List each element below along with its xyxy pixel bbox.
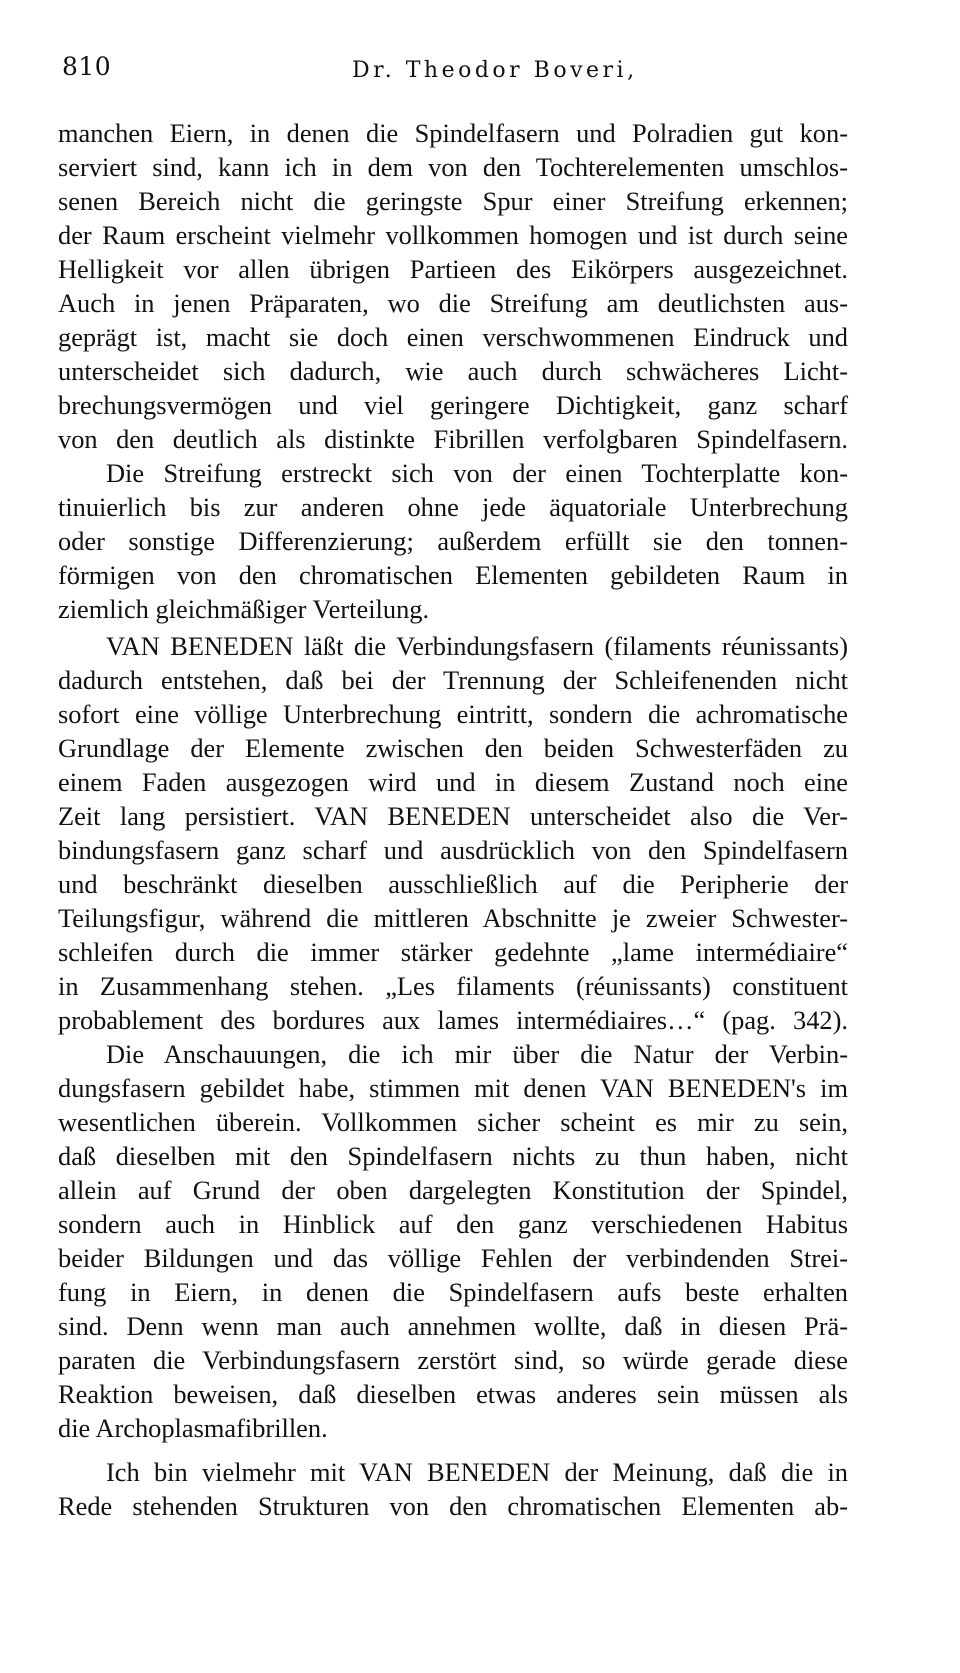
text-line: Teilungsfigur, während die mittleren Abschnitte je zweier Schwester- xyxy=(58,903,848,933)
text-line: Die Anschauungen, die ich mir über die Natur der Verbin- xyxy=(106,1039,848,1069)
text-line: in Zusammenhang stehen. „Les filaments (réunissants) constituent xyxy=(58,971,848,1001)
text-line: Helligkeit vor allen übrigen Partieen des Eikörpers ausgezeichnet. xyxy=(58,254,848,284)
text-line: Reaktion beweisen, daß dieselben etwas anderes sein müssen als xyxy=(58,1379,848,1409)
text-line: sondern auch in Hinblick auf den ganz verschiedenen Habitus xyxy=(58,1209,848,1239)
text-line: Die Streifung erstreckt sich von der einen Tochterplatte kon- xyxy=(106,458,848,488)
running-head: Dr. Theodor Boveri, xyxy=(352,58,638,83)
text-line: serviert sind, kann ich in dem von den Tochterelementen umschlos- xyxy=(58,152,848,182)
page-header xyxy=(62,52,882,92)
text-line: von den deutlich als distinkte Fibrillen verfolgbaren Spindelfasern. xyxy=(58,424,848,454)
text-line: unterscheidet sich dadurch, wie auch durch schwächeres Licht- xyxy=(58,356,848,386)
text-line: daß dieselben mit den Spindelfasern nichts zu thun haben, nicht xyxy=(58,1141,848,1171)
text-line: oder sonstige Differenzierung; außerdem erfüllt sie den tonnen- xyxy=(58,526,848,556)
text-line: die Archoplasmafibrillen. xyxy=(58,1413,328,1443)
text-line: senen Bereich nicht die geringste Spur einer Streifung erkennen; xyxy=(58,186,848,216)
text-line: geprägt ist, macht sie doch einen verschwommenen Eindruck und xyxy=(58,322,848,352)
text-line: VAN BENEDEN läßt die Verbindungsfasern (filaments réunissants) xyxy=(106,631,848,661)
text-line: bindungsfasern ganz scharf und ausdrücklich von den Spindelfasern xyxy=(58,835,848,865)
text-line: dungsfasern gebildet habe, stimmen mit denen VAN BENEDEN's im xyxy=(58,1073,848,1103)
page-number: 810 xyxy=(62,52,112,81)
text-line: Zeit lang persistiert. VAN BENEDEN unterscheidet also die Ver- xyxy=(58,801,848,831)
text-line: sind. Denn wenn man auch annehmen wollte, daß in diesen Prä- xyxy=(58,1311,848,1341)
text-line: förmigen von den chromatischen Elementen gebildeten Raum in xyxy=(58,560,848,590)
text-line: Rede stehenden Strukturen von den chromatischen Elementen ab- xyxy=(58,1491,848,1521)
text-line: Grundlage der Elemente zwischen den beiden Schwesterfäden zu xyxy=(58,733,848,763)
text-line: dadurch entstehen, daß bei der Trennung der Schleifenenden nicht xyxy=(58,665,848,695)
text-line: und beschränkt dieselben ausschließlich auf die Peripherie der xyxy=(58,869,848,899)
text-line: einem Faden ausgezogen wird und in diesem Zustand noch eine xyxy=(58,767,848,797)
text-line: schleifen durch die immer stärker gedehnte „lame intermédiaire“ xyxy=(58,937,848,967)
text-line: Ich bin vielmehr mit VAN BENEDEN der Meinung, daß die in xyxy=(106,1457,848,1487)
text-line: fung in Eiern, in denen die Spindelfasern aufs beste erhalten xyxy=(58,1277,848,1307)
text-line: Auch in jenen Präparaten, wo die Streifung am deutlichsten aus- xyxy=(58,288,848,318)
body-text xyxy=(58,116,848,1523)
text-line: probablement des bordures aux lames intermédiaires…“ (pag. 342). xyxy=(58,1005,848,1035)
text-line: manchen Eiern, in denen die Spindelfasern und Polradien gut kon- xyxy=(58,118,848,148)
text-line: paraten die Verbindungsfasern zerstört sind, so würde gerade diese xyxy=(58,1345,848,1375)
text-line: beider Bildungen und das völlige Fehlen der verbindenden Strei- xyxy=(58,1243,848,1273)
text-line: der Raum erscheint vielmehr vollkommen homogen und ist durch seine xyxy=(58,220,848,250)
text-line: wesentlichen überein. Vollkommen sicher scheint es mir zu sein, xyxy=(58,1107,848,1137)
text-line: allein auf Grund der oben dargelegten Konstitution der Spindel, xyxy=(58,1175,848,1205)
text-line: brechungsvermögen und viel geringere Dichtigkeit, ganz scharf xyxy=(58,390,848,420)
text-line: ziemlich gleichmäßiger Verteilung. xyxy=(58,594,430,624)
text-line: tinuierlich bis zur anderen ohne jede äquatoriale Unterbrechung xyxy=(58,492,848,522)
text-line: sofort eine völlige Unterbrechung eintritt, sondern die achromatische xyxy=(58,699,848,729)
